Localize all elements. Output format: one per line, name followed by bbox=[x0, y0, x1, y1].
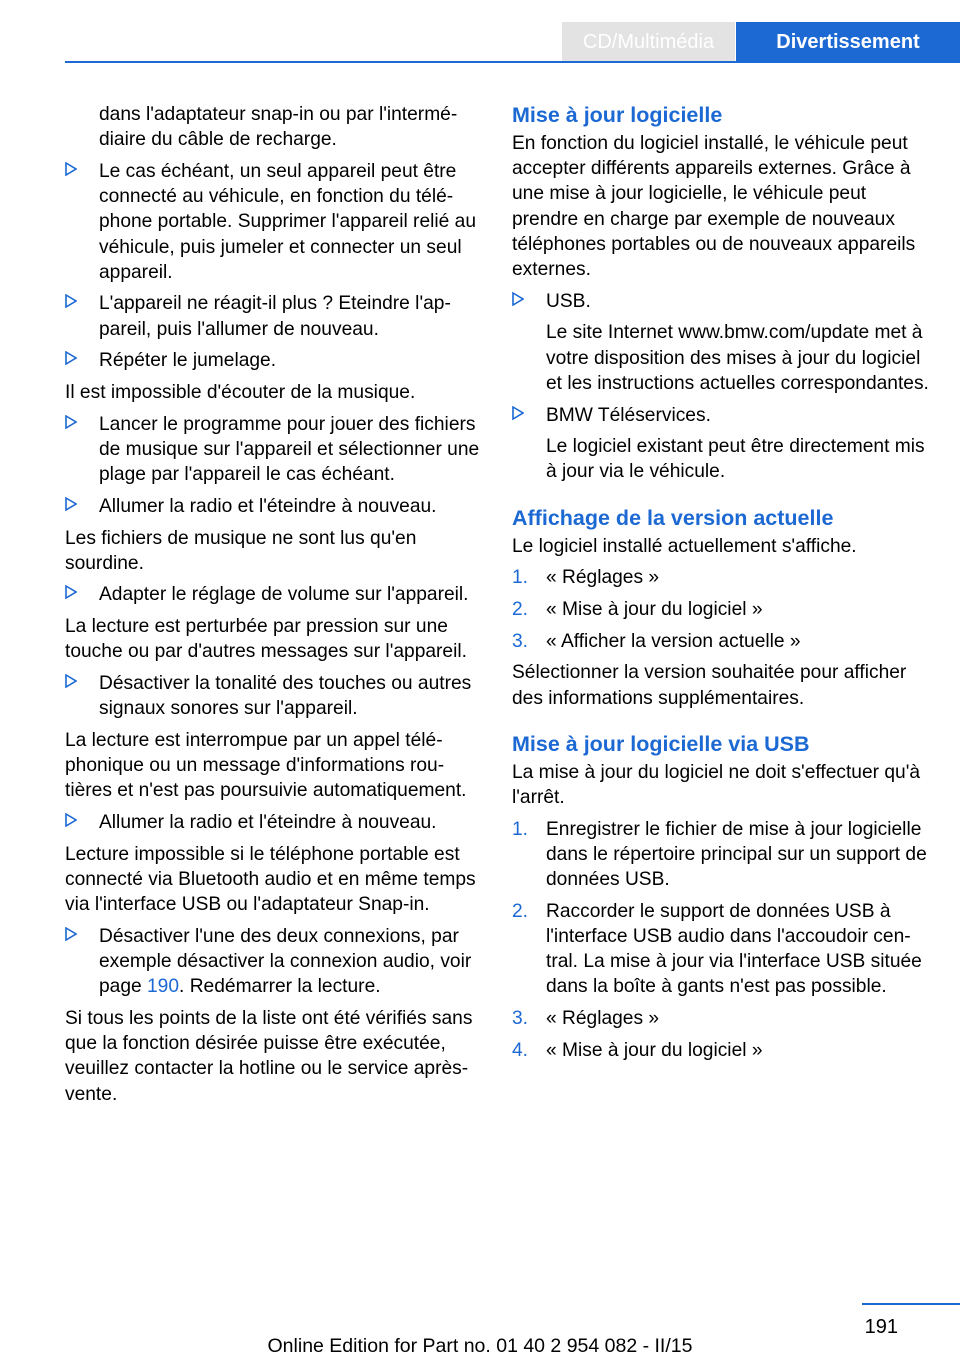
triangle-bullet-icon bbox=[65, 351, 77, 365]
bullet-text: Répéter le jumelage. bbox=[99, 350, 277, 372]
bullet-item bbox=[65, 494, 480, 519]
triangle-bullet-icon bbox=[65, 585, 77, 599]
paragraph: Si tous les points de la liste ont été vérifiés sans que la fonction désirée puisse être exécutée, veuillez contacter la hotline ou le service après-vente. bbox=[65, 1008, 473, 1105]
paragraph: La mise à jour du logiciel ne doit s'effectuer qu'à l'arrêt. bbox=[512, 761, 921, 809]
page-reference-link[interactable]: 190 bbox=[147, 976, 180, 998]
bullet-item bbox=[65, 159, 480, 285]
bullet-item bbox=[512, 289, 930, 396]
triangle-bullet-icon bbox=[65, 927, 77, 941]
bullet-text: Désactiver la tonalité des touches ou autres signaux sonores sur l'appareil. bbox=[99, 673, 472, 720]
bullet-text: Allumer la radio et l'éteindre à nouveau. bbox=[99, 812, 437, 834]
triangle-bullet-icon bbox=[512, 292, 524, 306]
step-text: « Réglages » bbox=[546, 567, 660, 589]
numbered-item bbox=[512, 565, 930, 590]
step-number: 3. bbox=[512, 630, 529, 652]
bullet-item bbox=[65, 671, 480, 721]
step-number: 1. bbox=[512, 567, 529, 589]
step-number: 2. bbox=[512, 900, 529, 922]
bullet-text bbox=[99, 924, 480, 1000]
bullet-item bbox=[512, 403, 930, 485]
triangle-bullet-icon bbox=[512, 406, 524, 420]
step-text: « Mise à jour du logiciel » bbox=[546, 1039, 763, 1061]
bullet-item bbox=[65, 810, 480, 835]
heading-current-version: Affichage de la version actuelle bbox=[512, 505, 834, 530]
triangle-bullet-icon bbox=[65, 674, 77, 688]
heading-usb-update: Mise à jour logicielle via USB bbox=[512, 731, 810, 756]
step-number: 1. bbox=[512, 818, 529, 840]
page-header bbox=[0, 0, 960, 62]
bullet-item bbox=[65, 412, 480, 488]
bullet-item bbox=[65, 582, 480, 607]
numbered-item bbox=[512, 817, 930, 893]
step-number: 4. bbox=[512, 1039, 529, 1061]
continued-text: dans l'adaptateur snap-in ou par l'intermédiaire du câble de recharge. bbox=[99, 104, 458, 151]
bullet-text: USB. bbox=[546, 290, 591, 312]
triangle-bullet-icon bbox=[65, 294, 77, 308]
bullet-item bbox=[65, 348, 480, 373]
triangle-bullet-icon bbox=[65, 162, 77, 176]
bullet-text: Lancer le programme pour jouer des fichiers de musique sur l'appareil et sélectionner une plage par l'appareil le cas échéant. bbox=[99, 413, 480, 486]
paragraph: Lecture impossible si le téléphone portable est connecté via Bluetooth audio et en même temps via l'interface USB ou l'adaptateur Snap-in. bbox=[65, 843, 476, 916]
paragraph: Les fichiers de musique ne sont lus qu'en sourdine. bbox=[65, 527, 417, 574]
right-column bbox=[512, 102, 930, 1070]
paragraph: La lecture est perturbée par pression sur une touche ou par d'autres messages sur l'appareil. bbox=[65, 616, 467, 663]
bullet-text: Le cas échéant, un seul appareil peut être connecté au véhicule, en fonction du téléphone portable. Supprimer l'appareil relié au véhicule, puis jumeler et connecter un seul appareil. bbox=[99, 160, 476, 283]
step-text: Enregistrer le fichier de mise à jour logicielle dans le répertoire principal sur un support de données USB. bbox=[546, 818, 927, 891]
triangle-bullet-icon bbox=[65, 497, 77, 511]
bullet-subtext: Le site Internet www.bmw.com/update met à votre disposition des mises à jour du logiciel et les instructions actuelles correspondantes. bbox=[546, 322, 929, 394]
numbered-item bbox=[512, 1006, 930, 1031]
step-text: « Réglages » bbox=[546, 1008, 660, 1030]
bullet-item bbox=[65, 924, 480, 1000]
bullet-item bbox=[65, 291, 480, 341]
paragraph: Le logiciel installé actuellement s'affiche. bbox=[512, 535, 857, 557]
bullet-text: L'appareil ne réagit-il plus ? Eteindre l'appareil, puis l'allumer de nouveau. bbox=[99, 293, 451, 340]
numbered-item bbox=[512, 629, 930, 654]
section-tab: Divertissement bbox=[736, 22, 960, 62]
step-number: 3. bbox=[512, 1008, 529, 1030]
edition-note: Online Edition for Part no. 01 40 2 954 082 - II/15 bbox=[267, 1335, 693, 1357]
step-text: « Afficher la version actuelle » bbox=[546, 630, 801, 652]
bullet-subtext: Le logiciel existant peut être directement mis à jour via le véhicule. bbox=[546, 436, 925, 483]
triangle-bullet-icon bbox=[65, 813, 77, 827]
step-number: 2. bbox=[512, 599, 529, 621]
footer-rule bbox=[862, 1303, 960, 1305]
step-text: Raccorder le support de données USB à l'interface USB audio dans l'accoudoir central. La mise à jour via l'interface USB située dans la boîte à gants n'est pas possible. bbox=[546, 900, 922, 998]
paragraph: En fonction du logiciel installé, le véhicule peut accepter différents appareils externes. Grâce à une mise à jour logicielle, le véhicule peut prendre en charge par exemple de nouveaux téléphones portables ou de nouveaux appareils externes. bbox=[512, 133, 916, 281]
heading-software-update: Mise à jour logicielle bbox=[512, 103, 723, 127]
paragraph: Il est impossible d'écouter de la musique. bbox=[65, 382, 416, 404]
numbered-item bbox=[512, 899, 930, 1000]
bullet-text-pre: Désactiver l'une des deux connexions, par exemple désactiver la connexion audio, voir page bbox=[99, 925, 472, 998]
bullet-text-post: . Redémarrer la lecture. bbox=[179, 976, 381, 998]
header-rule bbox=[65, 61, 960, 63]
paragraph: La lecture est interrompue par un appel téléphonique ou un message d'informations routières et n'est pas poursuivie automatiquement. bbox=[65, 729, 467, 802]
bullet-text: Allumer la radio et l'éteindre à nouveau. bbox=[99, 495, 437, 517]
numbered-item bbox=[512, 1038, 930, 1063]
chapter-tab: CD/Multimédia bbox=[562, 22, 735, 62]
bullet-text: BMW Téléservices. bbox=[546, 404, 711, 426]
step-text: « Mise à jour du logiciel » bbox=[546, 599, 763, 621]
left-column bbox=[65, 102, 480, 1113]
page-number: 191 bbox=[864, 1316, 898, 1338]
paragraph: Sélectionner la version souhaitée pour afficher des informations supplémentaires. bbox=[512, 662, 907, 709]
numbered-item bbox=[512, 597, 930, 622]
triangle-bullet-icon bbox=[65, 415, 77, 429]
bullet-text: Adapter le réglage de volume sur l'appareil. bbox=[99, 584, 469, 606]
